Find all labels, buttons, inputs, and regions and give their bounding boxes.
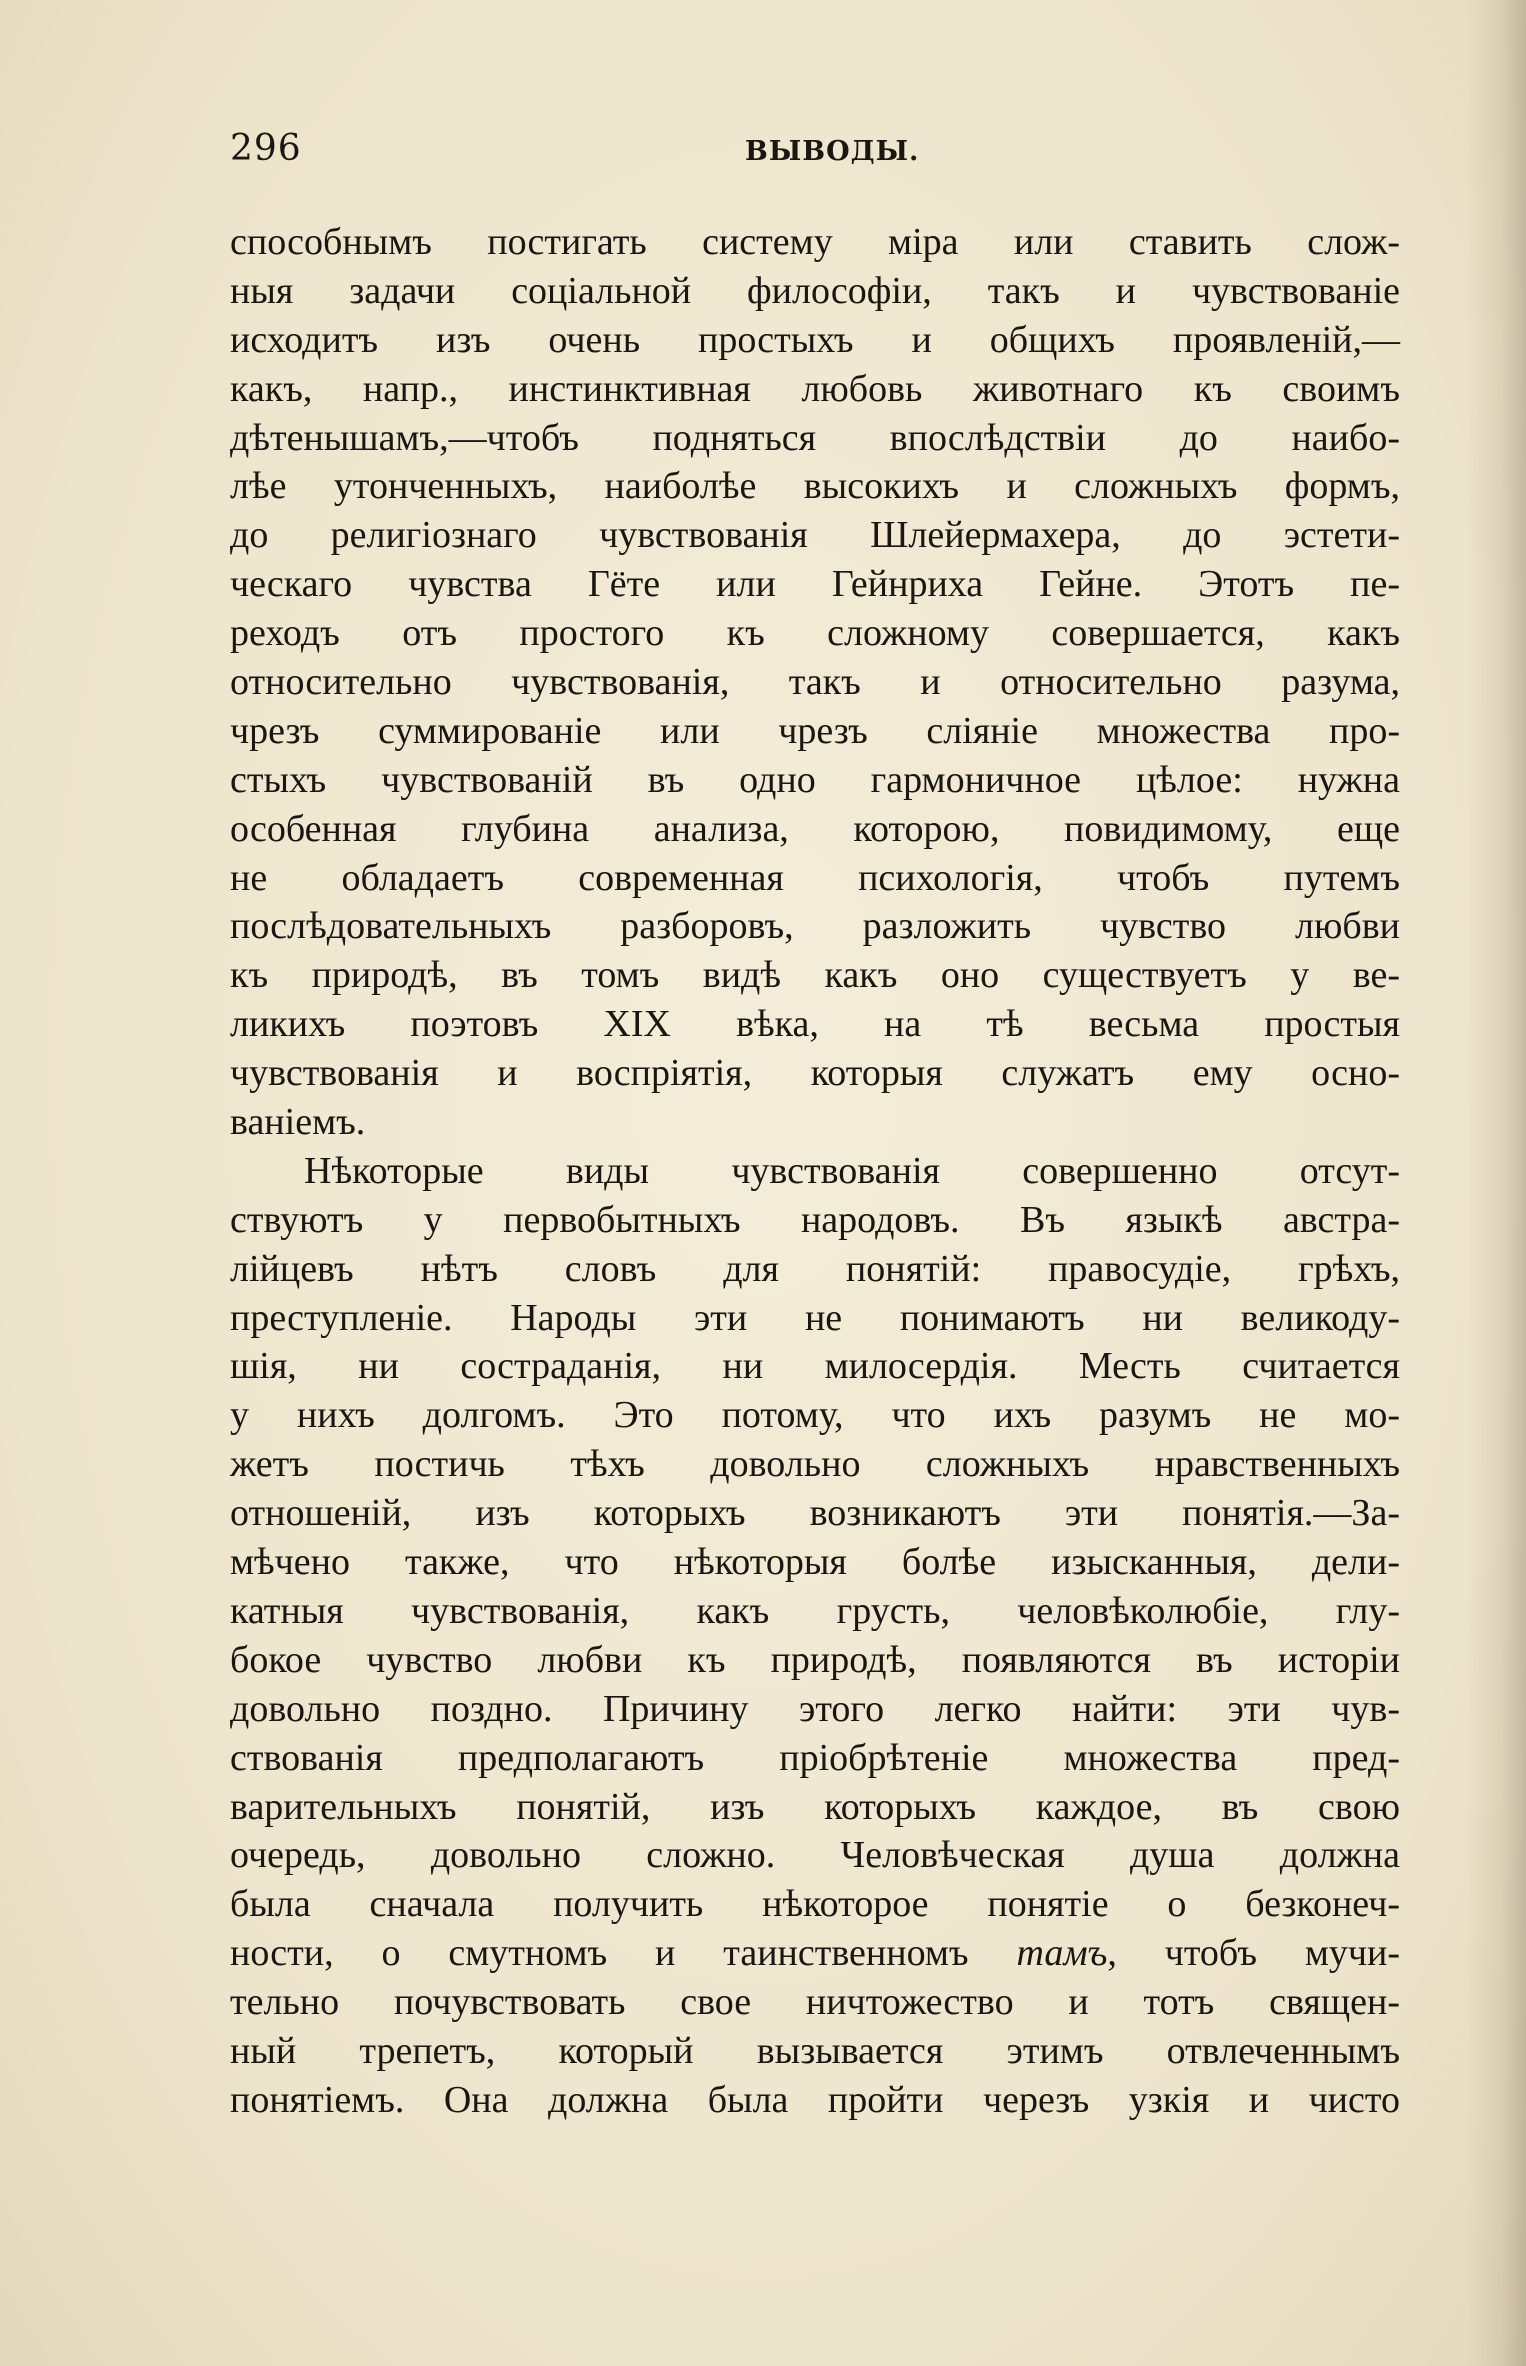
italic-word: тамъ xyxy=(1016,1932,1108,1975)
text-line-with-italic xyxy=(230,1929,1400,1978)
text-line: ный трепетъ, который вызывается этимъ отвлеченнымъ xyxy=(230,2029,1400,2072)
text-line: не обладаетъ современная психологія, чтобъ путемъ xyxy=(230,856,1400,899)
text-line: какъ, напр., инстинктивная любовь животнаго къ своимъ xyxy=(230,367,1400,410)
text-line: къ природѣ, въ томъ видѣ какъ оно существуетъ у ве- xyxy=(230,954,1400,997)
page-header xyxy=(230,128,1400,178)
text-line: была сначала получить нѣкоторое понятіе о безконеч- xyxy=(230,1883,1400,1926)
page-number: 296 xyxy=(230,128,302,169)
text-line: ликихъ поэтовъ XIX вѣка, на тѣ весьма простыя xyxy=(230,1003,1400,1046)
text-line: реходъ отъ простого къ сложному совершается, какъ xyxy=(230,612,1400,655)
text-line: мѣчено также, что нѣкоторыя болѣе изысканныя, дели- xyxy=(230,1541,1400,1584)
text-line: лѣе утонченныхъ, наиболѣе высокихъ и сложныхъ формъ, xyxy=(230,465,1400,508)
text-line: чувствованія и воспріятія, которыя служатъ ему осно- xyxy=(230,1052,1400,1095)
paragraph-1 xyxy=(230,218,1400,1147)
text-line: понятіемъ. Она должна была пройти черезъ узкія и чисто xyxy=(230,2078,1400,2121)
text-line: чрезъ суммированіе или чрезъ сліяніе множества про- xyxy=(230,709,1400,752)
text-line: преступленіе. Народы эти не понимаютъ ни великоду- xyxy=(230,1296,1400,1339)
text-line: лійцевъ нѣтъ словъ для понятій: правосудіе, грѣхъ, xyxy=(230,1247,1400,1290)
text-line: дѣтенышамъ,—чтобъ подняться впослѣдствіи до наибо- xyxy=(230,416,1400,459)
text-line: Нѣкоторые виды чувствованія совершенно отсут- xyxy=(304,1149,1400,1192)
text-line: ствуютъ у первобытныхъ народовъ. Въ языкѣ австра- xyxy=(230,1198,1400,1241)
line-tail: , чтобъ мучи- xyxy=(1107,1932,1400,1975)
text-line: исходитъ изъ очень простыхъ и общихъ проявленій,— xyxy=(230,318,1400,361)
text-line: катныя чувствованія, какъ грусть, человѣколюбіе, глу- xyxy=(230,1589,1400,1632)
text-line: бокое чувство любви къ природѣ, появляются въ исторіи xyxy=(230,1638,1400,1681)
text-line: жетъ постичь тѣхъ довольно сложныхъ нравственныхъ xyxy=(230,1443,1400,1486)
text-line: отношеній, изъ которыхъ возникаютъ эти понятія.—За- xyxy=(230,1492,1400,1535)
text-line: очередь, довольно сложно. Человѣческая душа должна xyxy=(230,1834,1400,1877)
text-line: относительно чувствованія, такъ и относительно разума, xyxy=(230,661,1400,704)
text-line: тельно почувствовать свое ничтожество и тотъ священ- xyxy=(230,1981,1400,2024)
line-start: ности, о смутномъ и таинственномъ xyxy=(230,1932,969,1975)
text-line: шія, ни состраданія, ни милосердія. Месть считается xyxy=(230,1345,1400,1388)
text-line: довольно поздно. Причину этого легко найти: эти чув- xyxy=(230,1687,1400,1730)
running-head: ВЫВОДЫ. xyxy=(745,136,920,167)
text-line: стыхъ чувствованій въ одно гармоничное цѣлое: нужна xyxy=(230,758,1400,801)
text-line: ческаго чувства Гёте или Гейнриха Гейне. Этотъ пе- xyxy=(230,563,1400,606)
text-line: особенная глубина анализа, которою, повидимому, еще xyxy=(230,807,1400,850)
text-line: до религіознаго чувствованія Шлейермахера, до эстети- xyxy=(230,514,1400,557)
text-line: ствованія предполагаютъ пріобрѣтеніе множества пред- xyxy=(230,1736,1400,1779)
text-line: ваніемъ. xyxy=(230,1101,366,1144)
paragraph-2 xyxy=(230,1147,1400,2125)
body-text xyxy=(230,218,1400,2125)
text-line: способнымъ постигать систему міра или ставить слож- xyxy=(230,221,1400,263)
text-line: у нихъ долгомъ. Это потому, что ихъ разумъ не мо- xyxy=(230,1394,1400,1437)
text-line: послѣдовательныхъ разборовъ, разложить чувство любви xyxy=(230,905,1400,948)
text-line: варительныхъ понятій, изъ которыхъ каждое, въ свою xyxy=(230,1785,1400,1828)
text-line: ныя задачи соціальной философіи, такъ и чувствованіе xyxy=(230,269,1400,312)
page-edge-shadow xyxy=(1466,0,1526,2366)
